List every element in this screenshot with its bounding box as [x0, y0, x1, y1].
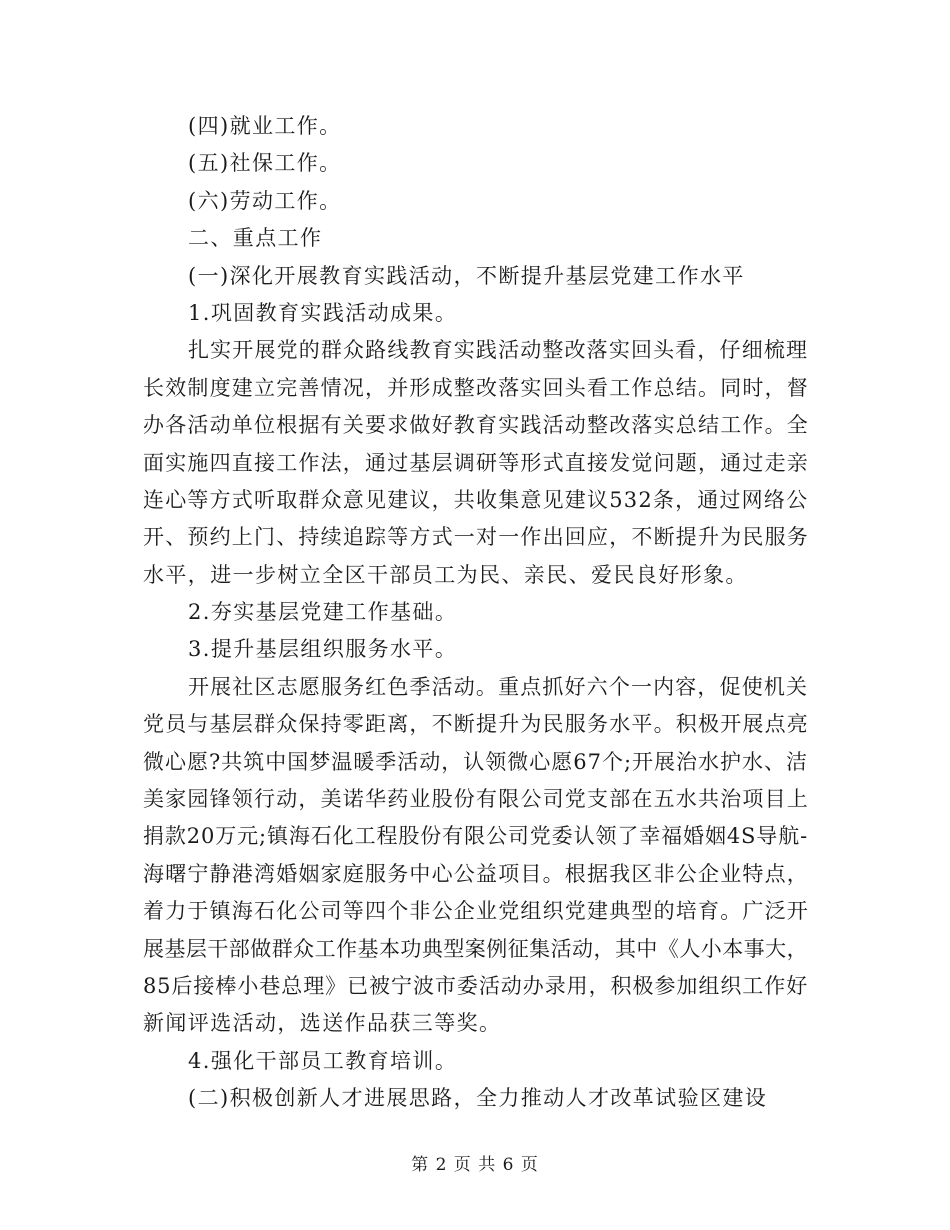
text-line: 85后接棒小巷总理》已被宁波市委活动办录用，积极参加组织工作好	[143, 973, 808, 998]
text-line: 美家园锋领行动，美诺华药业股份有限公司党支部在五水共治项目上	[143, 787, 809, 812]
text-line: 长效制度建立完善情况，并形成整改落实回头看工作总结。同时，督	[143, 375, 809, 400]
text-line: 捐款20万元;镇海石化工程股份有限公司党委认领了幸福婚姻4S导航-	[143, 824, 808, 849]
text-line: 2.夯实基层党建工作基础。	[188, 600, 458, 625]
text-line: (四)就业工作。	[188, 114, 342, 138]
footer-current-page: 2	[435, 1155, 448, 1175]
page-footer	[0, 1150, 950, 1175]
text-line: 二、重点工作	[188, 226, 323, 251]
text-line: 开展社区志愿服务红色季活动。重点抓好六个一内容，促使机关	[188, 674, 808, 699]
text-line: 海曙宁静港湾婚姻家庭服务中心公益项目。根据我区非公企业特点，	[143, 861, 809, 886]
text-line: 连心等方式听取群众意见建议，共收集意见建议532条，通过网络公	[143, 487, 809, 512]
text-line: 面实施四直接工作法，通过基层调研等形式直接发觉问题，通过走亲	[143, 450, 809, 475]
text-line: 4.强化干部员工教育培训。	[188, 1048, 458, 1073]
text-line: 党员与基层群众保持零距离，不断提升为民服务水平。积极开展点亮	[143, 712, 809, 737]
footer-prefix: 第	[411, 1155, 430, 1175]
text-line: 1.巩固教育实践活动成果。	[188, 300, 458, 325]
footer-middle: 页 共	[453, 1155, 497, 1175]
footer-suffix: 页	[520, 1155, 539, 1175]
footer-total-pages: 6	[502, 1155, 515, 1175]
text-line: (六)劳动工作。	[188, 188, 342, 213]
text-line: (五)社保工作。	[188, 151, 342, 176]
text-line: 水平，进一步树立全区干部员工为民、亲民、爱民良好形象。	[143, 562, 748, 587]
text-line: (一)深化开展教育实践活动，不断提升基层党建工作水平	[188, 263, 745, 288]
text-line: 着力于镇海石化公司等四个非公企业党组织党建典型的培育。广泛开	[143, 899, 809, 924]
text-line: 微心愿?共筑中国梦温暖季活动，认领微心愿67个;开展治水护水、洁	[143, 749, 809, 774]
text-line: 扎实开展党的群众路线教育实践活动整改落实回头看，仔细梳理	[188, 338, 808, 363]
text-line: 3.提升基层组织服务水平。	[188, 637, 458, 662]
document-body	[143, 108, 808, 1118]
text-line: 新闻评选活动，选送作品获三等奖。	[143, 1011, 502, 1036]
text-line: 办各活动单位根据有关要求做好教育实践活动整改落实总结工作。全	[143, 413, 809, 438]
text-line: (二)积极创新人才进展思路，全力推动人才改革试验区建设	[188, 1086, 768, 1111]
text-line: 展基层干部做群众工作基本功典型案例征集活动，其中《人小本事大，	[143, 936, 808, 961]
text-line: 开、预约上门、持续追踪等方式一对一作出回应，不断提升为民服务	[143, 525, 809, 550]
